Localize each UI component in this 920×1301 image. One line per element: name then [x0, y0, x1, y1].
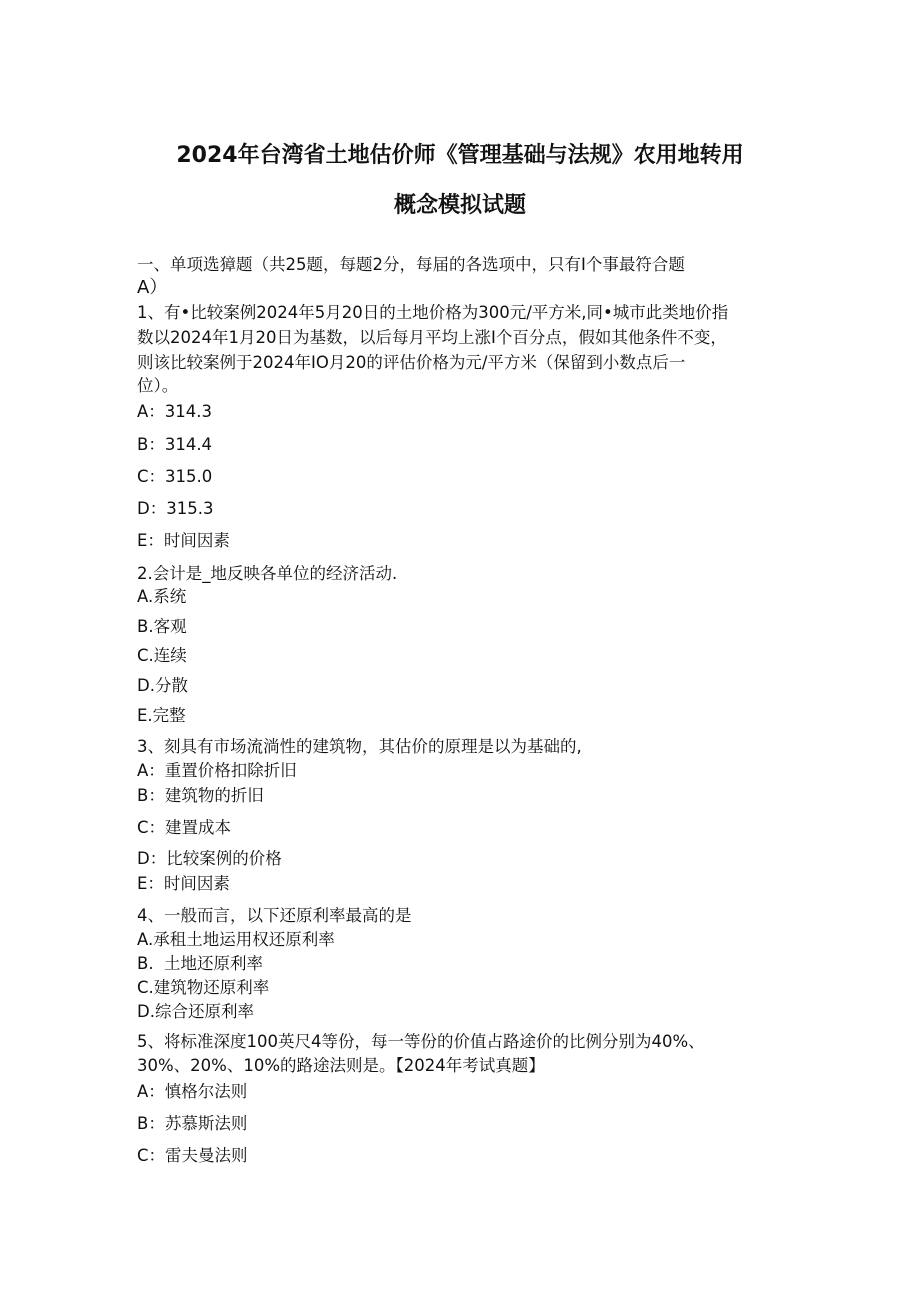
- question-5-option-b: B：苏慕斯法则: [137, 1114, 248, 1133]
- question-1-text: 位）。: [137, 376, 179, 395]
- question-2-option-b: B.客观: [137, 617, 187, 636]
- question-2-option-c: C.连续: [137, 646, 187, 665]
- question-1-option-a: A：314.3: [137, 402, 213, 421]
- question-5-text: 5、将标准深度100英尺4等份，每一等份的价值占路途价的比例分别为40%、: [137, 1032, 705, 1051]
- section-heading: 一、单项选獐题（共25题，每题2分，每届的各选项中，只有I个事最符合题: [137, 255, 685, 274]
- question-3-text: 3、刻具有市场流淌性的建筑物，其估价的原理是以为基础的,: [137, 737, 582, 756]
- question-3-option-d: D：比较案例的价格: [137, 849, 282, 868]
- question-1-text: 则该比较案例于2024年IO月20的评估价格为元/平方米（保留到小数点后一: [137, 353, 686, 372]
- document-title-line-1: 2024年台湾省土地估价师《管理基础与法规》农用地转用: [176, 143, 744, 168]
- question-1-option-e: E：时间因素: [137, 531, 230, 550]
- question-1-option-d: D：315.3: [137, 499, 214, 518]
- question-1-option-b: B：314.4: [137, 435, 213, 454]
- question-4-option-b: B. 土地还原利率: [137, 954, 264, 973]
- question-4-option-a: A.承租土地运用权还原利率: [137, 930, 335, 949]
- question-2-option-e: E.完整: [137, 706, 186, 725]
- question-1-option-c: C：315.0: [137, 467, 213, 486]
- question-3-option-c: C：建置成本: [137, 818, 232, 837]
- question-4-text: 4、一般而言，以下还原利率最高的是: [137, 906, 412, 925]
- question-2-option-d: D.分散: [137, 676, 188, 695]
- question-2-option-a: A.系统: [137, 587, 187, 606]
- question-3-option-b: B：建筑物的折旧: [137, 786, 264, 805]
- question-2-text: 2.会计是_地反映各单位的经济活动.: [137, 564, 398, 583]
- question-3-option-a: A：重置价格扣除折旧: [137, 761, 297, 780]
- question-5-option-a: A：慎格尔法则: [137, 1082, 248, 1101]
- question-5-option-c: C：雷夫曼法则: [137, 1146, 248, 1165]
- question-3-option-e: E：时间因素: [137, 874, 230, 893]
- question-1-text: 1、有•比较案例2024年5月20日的土地价格为300元/平方米,同•城市此类地价指: [137, 303, 729, 322]
- question-1-text: 数以2024年1月20日为基数，以后每月平均上涨I个百分点，假如其他条件不变，: [137, 328, 727, 347]
- section-heading-continuation: A）: [137, 277, 168, 298]
- question-5-text: 30%、20%、10%的路途法则是。【2024年考试真题】: [137, 1056, 545, 1075]
- question-4-option-d: D.综合还原利率: [137, 1002, 254, 1021]
- document-title-line-2: 概念模拟试题: [393, 193, 526, 218]
- question-4-option-c: C.建筑物还原利率: [137, 978, 270, 997]
